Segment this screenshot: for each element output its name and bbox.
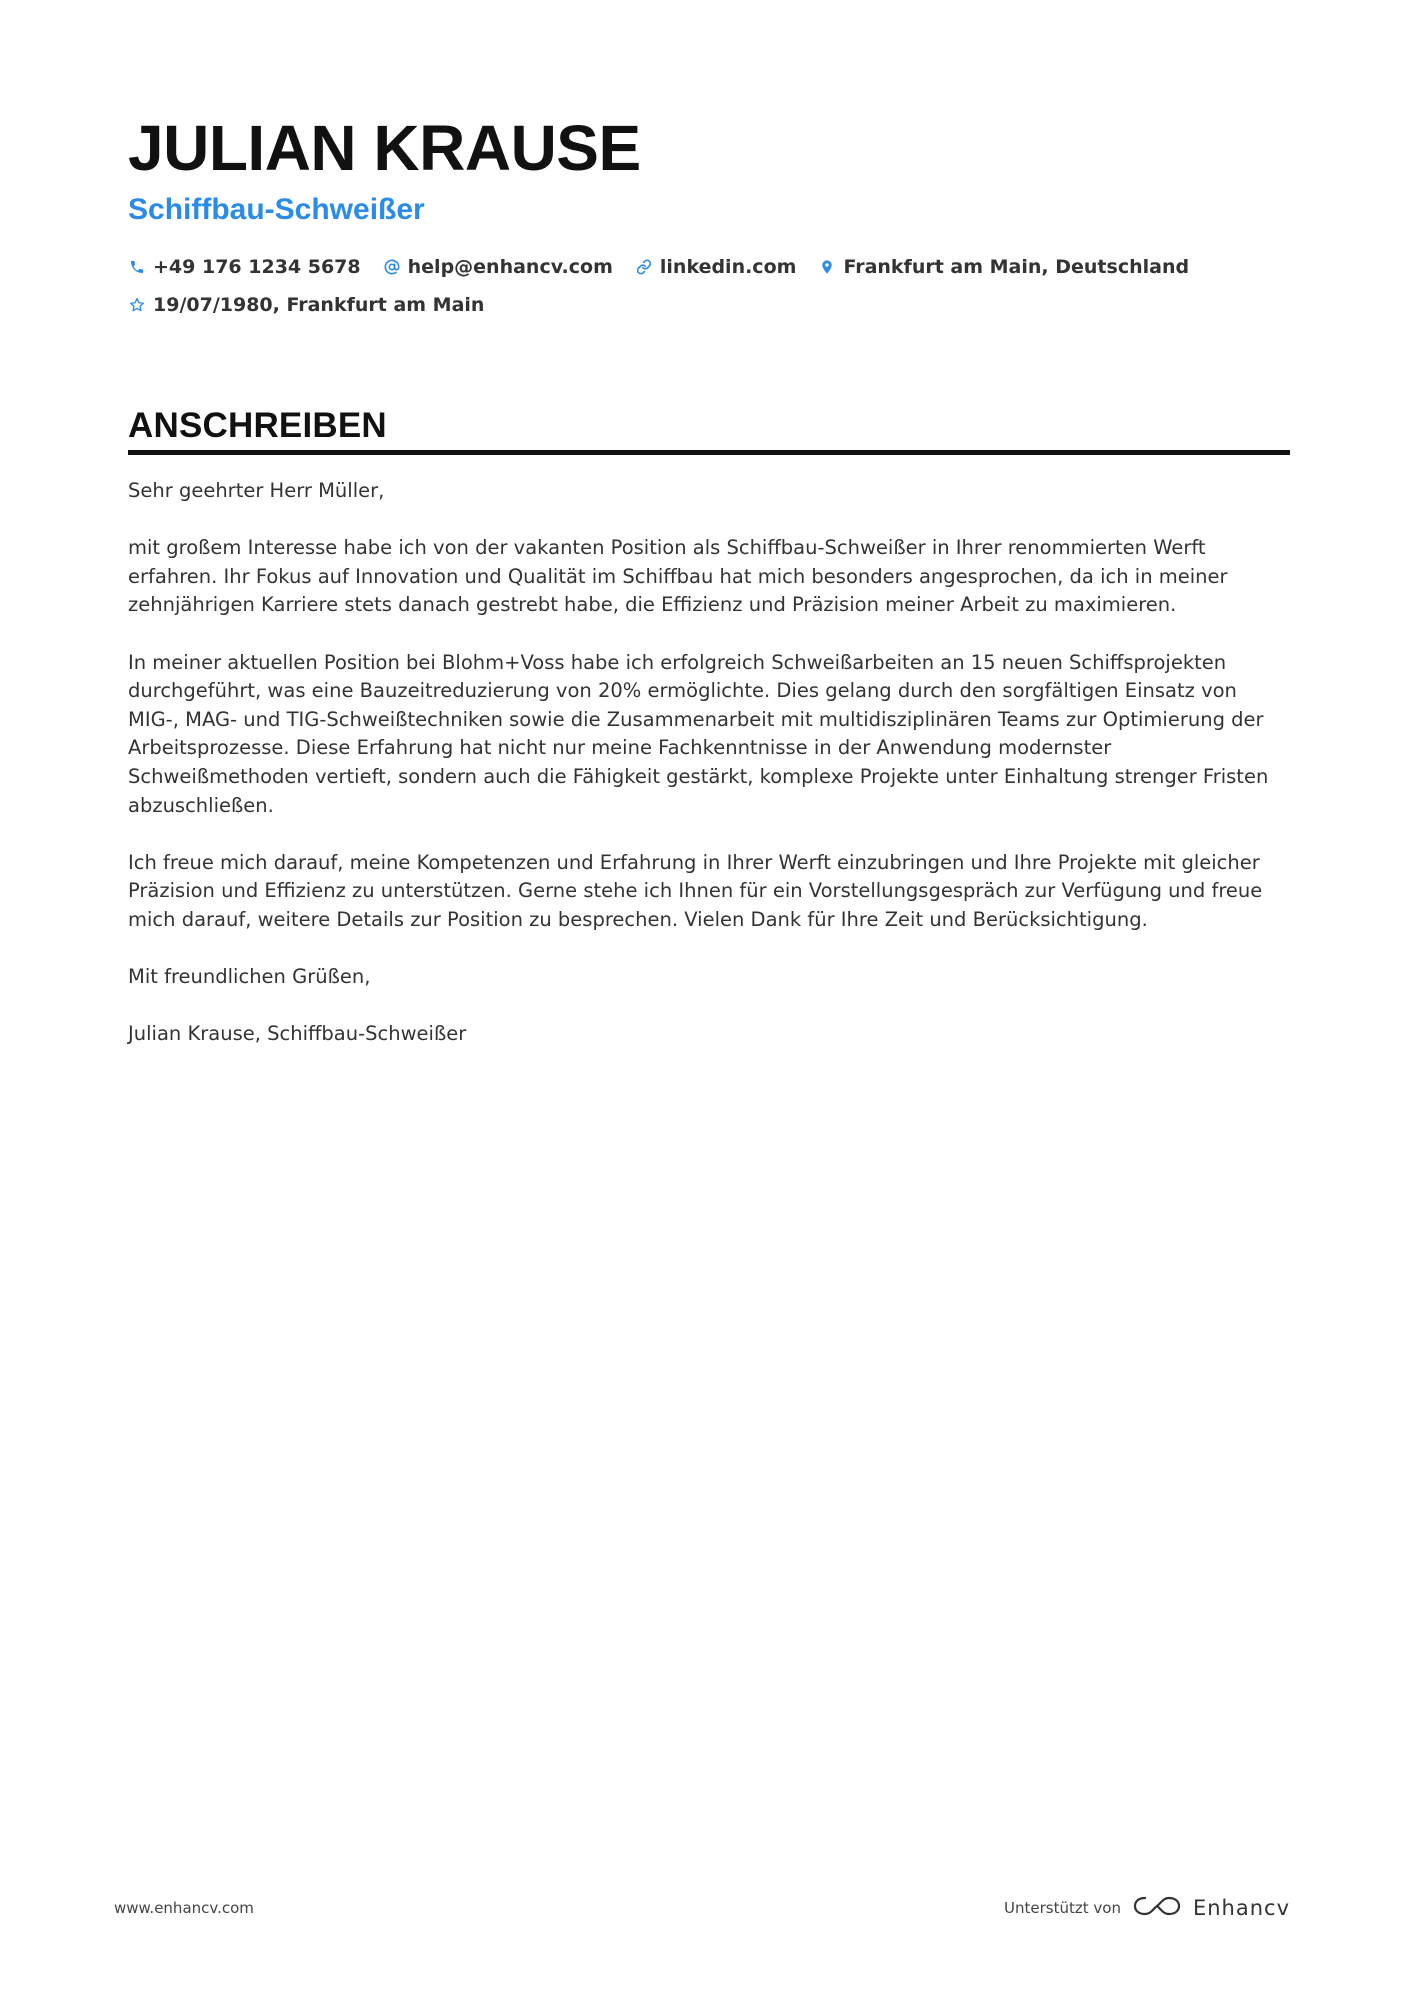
powered-by-label: Unterstützt von (1004, 1899, 1121, 1917)
at-sign-icon (383, 258, 401, 276)
letter-closing: Mit freundlichen Grüßen, (128, 965, 371, 989)
section-title: ANSCHREIBEN (128, 406, 387, 445)
map-pin-icon (818, 258, 836, 276)
contact-email (383, 256, 613, 278)
email-text: help@enhancv.com (407, 256, 613, 278)
brand-name: Enhancv (1192, 1896, 1290, 1920)
linkedin-text: linkedin.com (659, 256, 797, 278)
contact-linkedin (635, 256, 797, 278)
star-icon (128, 296, 146, 314)
contact-birth (128, 294, 484, 316)
link-icon (635, 258, 653, 276)
footer-website-link[interactable]: www.enhancv.com (114, 1899, 254, 1917)
letter-paragraph-3: Ich freue mich darauf, meine Kompetenzen und Erfahrung in Ihrer Werft einzubringen und Ihre Projekte mit gleicher Präzision und Effizienz zu unterstützen. Gerne stehe ich Ihnen für ein Vorstellungsgespräch zur Verfügung und freue mich darauf, weitere Details zur Position zu besprechen. Vielen Dank für Ihre Zeit und Berücksichtigung. (128, 850, 1263, 931)
section-divider (128, 450, 1290, 455)
candidate-name: JULIAN KRAUSE (128, 112, 641, 184)
letter-signature: Julian Krause, Schiffbau-Schweißer (128, 1022, 467, 1046)
footer-branding (1004, 1893, 1290, 1924)
contact-row-2 (128, 286, 1290, 324)
letter-salutation: Sehr geehrter Herr Müller, (128, 479, 385, 502)
letter-body (128, 477, 1290, 1049)
letter-paragraph-2: In meiner aktuellen Position bei Blohm+Voss habe ich erfolgreich Schweißarbeiten an 15 neuen Schiffsprojekten durchgeführt, was eine Bauzeitreduzierung von 20% ermöglichte. Dies gelang durch den sorgfältigen Einsatz von MIG-, MAG- und TIG-Schweißtechniken sowie die Zusammenarbeit mit multidisziplinären Teams zur Optimierung der Arbeitsprozesse. Diese Erfahrung hat nicht nur meine Fachkenntnisse in der Anwendung modernster Schweißmethoden vertieft, sondern auch die Fähigkeit gestärkt, komplexe Projekte unter Einhaltung strenger Fristen abzuschließen. (128, 650, 1269, 817)
contact-row-1 (128, 248, 1290, 286)
letter-paragraph-1: mit großem Interesse habe ich von der vakanten Position als Schiffbau-Schweißer in Ihrer renommierten Werft erfahren. Ihr Fokus auf Innovation und Qualität im Schiffbau hat mich besonders angesprochen, da ich in meiner zehnjährigen Karriere stets danach gestrebt habe, die Effizienz und Präzision meiner Arbeit zu maximieren. (128, 536, 1228, 617)
job-title: Schiffbau-Schweißer (128, 193, 425, 226)
phone-icon (128, 258, 146, 276)
enhancv-logo-icon (1133, 1893, 1193, 1924)
contact-phone (128, 256, 361, 278)
cover-letter-page (128, 108, 1290, 1077)
contact-info (128, 248, 1290, 324)
location-text: Frankfurt am Main, Deutschland (843, 256, 1190, 278)
birth-text: 19/07/1980, Frankfurt am Main (153, 294, 485, 316)
page-footer (114, 1893, 1290, 1923)
phone-text: +49 176 1234 5678 (153, 256, 361, 278)
contact-location (818, 256, 1189, 278)
